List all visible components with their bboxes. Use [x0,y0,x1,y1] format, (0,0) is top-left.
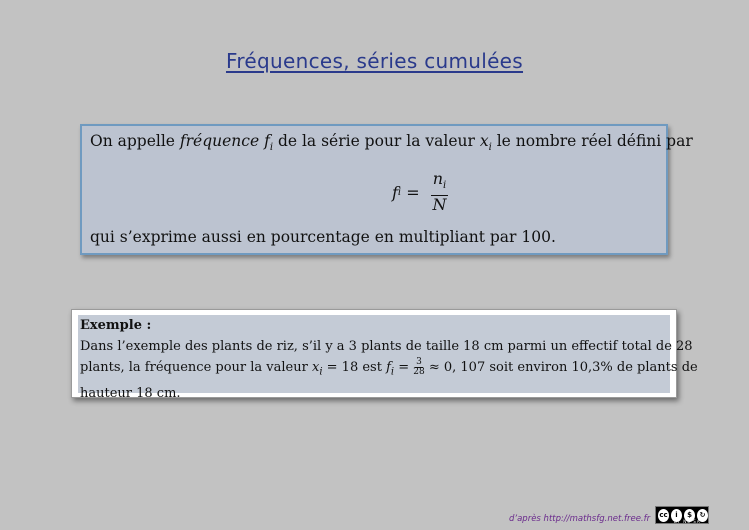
cc-logo-icon: cc [658,509,669,522]
math-x: x [479,132,489,150]
by-icon: i [671,509,682,522]
page-title: Fréquences, séries cumulées [225,49,524,73]
example-text: = [394,360,414,375]
definition-text: de la série pour la valeur [273,132,480,150]
example-text: plants, la fréquence pour la valeur [80,360,312,375]
example-box [71,309,698,401]
math-sub: i [319,366,323,378]
sa-icon: ↻ [697,509,708,522]
math-f: f [264,132,270,150]
footer-credit: d’après http://mathsfg.net.free.fr [509,514,651,524]
definition-line-3: qui s’exprime aussi en pourcentage en multipliant par 100. [90,228,556,246]
formula-equals: = [401,182,425,202]
definition-text: le nombre réel défini par [491,132,693,150]
formula-num-n: n [432,169,444,188]
formula-numerator [431,170,449,196]
example-title: Exemple : [80,318,152,333]
example-line-3: hauteur 18 cm. [80,385,181,401]
fraction-denominator: 28 [413,367,425,377]
definition-term: fréquence [179,132,260,150]
formula-fraction [431,170,449,214]
example-line-1: Dans l’exemple des plants de riz, s’il y a 3 plants de taille 18 cm parmi un effectif total de 28 [80,339,693,354]
example-fraction [413,358,424,377]
math-sub: i [390,366,395,378]
math-x: x [311,360,320,375]
math-f: f [386,360,391,375]
definition-box [80,124,693,255]
cc-by-nc-sa-icon [655,506,709,524]
math-sub: i [488,142,492,154]
definition-text: On appelle [90,132,180,150]
nc-icon: $ [684,509,695,522]
math-sub: i [269,142,274,154]
formula [392,170,448,214]
fraction-numerator: 3 [416,357,422,367]
formula-lhs: f [392,182,398,202]
formula-denominator: N [432,195,447,215]
example-text: = 18 est [322,360,387,375]
example-text: ≈ 0, 107 soit environ 10,3% de plants de [424,360,698,375]
example-line-2 [80,357,698,383]
formula-num-sub: i [443,180,447,192]
definition-line-1 [90,132,693,153]
license-label: BY NC SA [674,519,701,524]
example-content [78,315,698,401]
formula-sub: i [397,186,402,198]
